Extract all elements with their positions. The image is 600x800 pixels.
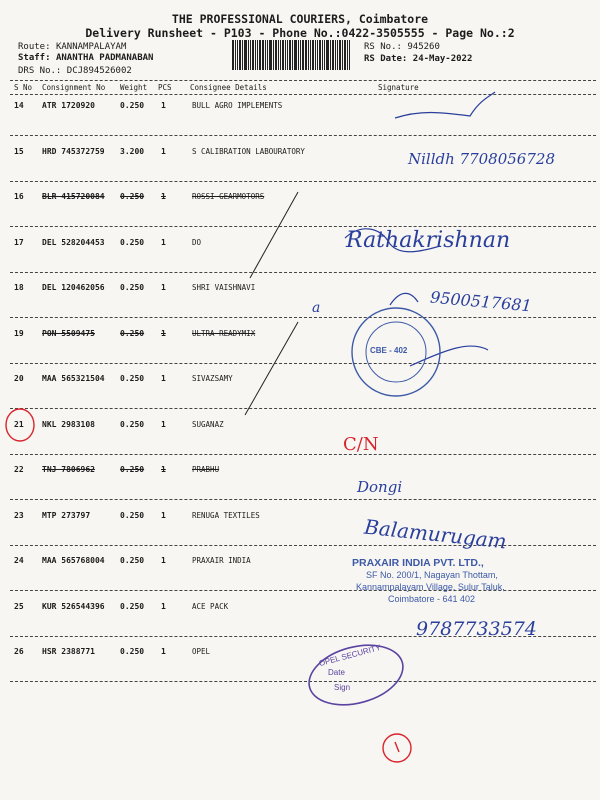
row-weight: 0.250 [120,374,145,383]
opel-stamp-text: OPEL SECURITY [317,642,382,669]
row-sno: 22 [14,465,24,474]
row-sno: 14 [14,101,24,110]
row-sno: 25 [14,601,24,611]
cn-mark-21: C/N [343,434,379,455]
row-consignee: S CALIBRATION LABOURATORY [192,146,305,156]
route-value: KANNAMPALAYAM [55,42,127,52]
col-signature: Signature [378,83,419,92]
row-weight: 0.250 [120,419,145,429]
row-weight: 0.250 [120,556,145,565]
row-sno: 26 [14,647,24,656]
row-consignment: HSR 2388771 [42,647,95,656]
row-sno: 21 [14,419,24,429]
pen-stroke-16 [250,192,298,278]
row-consignee: PRABHU [192,465,220,474]
col-sno: S No [14,83,33,92]
staff-label: Staff: [18,53,51,63]
row-pcs: 1 [161,510,166,520]
signature-14 [395,92,495,118]
signature-25: 9787733574 [416,618,537,640]
row-consignment: TNJ 7806962 [42,465,95,474]
row-consignment: ATR 1720920 [42,101,95,110]
signature-20-stroke [410,346,488,366]
row-consignment: KUR 526544396 [42,601,105,611]
row-pcs: 1 [161,647,166,656]
row-weight: 0.250 [120,192,145,201]
row-pcs: 1 [161,419,166,429]
drs-label: DRS No.: [18,66,62,76]
row-pcs: 1 [161,601,166,611]
row-consignment: DEL 120462056 [42,283,105,292]
row-sno: 16 [14,192,24,201]
opel-stamp-date: Date [328,668,345,677]
signature-18-stroke [390,293,418,305]
row-weight: 0.250 [120,647,145,656]
row-consignment: BLR 415720084 [42,192,105,201]
row-consignee: RENUGA TEXTILES [192,510,260,520]
row-weight: 0.250 [120,328,145,338]
red-tick-bottom [395,742,399,752]
signature-23: Balamurugam [363,514,508,554]
row-pcs: 1 [161,101,166,110]
row-weight: 0.250 [120,465,145,474]
row-consignment: HRD 745372759 [42,146,105,156]
document-subtitle: Delivery Runsheet - P103 - Phone No.:0422-3505555 - Page No.:2 [85,26,515,40]
document-title: THE PROFESSIONAL COURIERS, Coimbatore [171,12,429,26]
signature-18: 9500517681 [429,287,533,316]
row-pcs: 1 [161,146,166,156]
row-consignee: BULL AGRO IMPLEMENTS [192,101,283,110]
signature-17: Rathakrishnan [346,228,511,253]
row-sno: 19 [14,328,24,338]
col-consignment: Consignment No [42,83,106,92]
row-sno: 17 [14,237,24,247]
row-pcs: 1 [161,283,166,292]
row-pcs: 1 [161,192,166,201]
row-pcs: 1 [161,328,166,338]
row-sno: 20 [14,374,24,383]
col-weight: Weight [120,83,148,92]
praxair-stamp-name: PRAXAIR INDIA PVT. LTD., [352,557,484,569]
row-sno: 23 [14,510,24,520]
drs-value: DCJ894526002 [66,66,132,76]
opel-stamp-sign: Sign [334,683,351,692]
pen-stroke-19 [245,322,298,415]
row-weight: 0.250 [120,283,145,292]
row-consignment: PON 5509475 [42,328,95,338]
row-consignee: SHRI VAISHNAVI [192,283,256,292]
red-circle-21 [6,409,34,441]
praxair-stamp-addr3: Coimbatore - 641 402 [388,594,476,604]
row-consignment: MAA 565321504 [42,374,105,383]
rs-date-label: RS Date: [364,54,408,64]
row-pcs: 1 [161,374,166,383]
signature-15: Nilldh 7708056728 [408,150,555,168]
row-weight: 0.250 [120,510,145,520]
row-consignee: OPEL [192,647,211,656]
row-weight: 0.250 [120,601,145,611]
rs-no-label: RS No.: [364,42,402,52]
mark-19: a [312,300,321,316]
row-pcs: 1 [161,237,166,247]
row-consignee: SUGANAZ [192,419,224,429]
row-weight: 0.250 [120,101,145,110]
row-consignment: MTP 273797 [42,510,91,520]
opel-stamp-ring [302,636,409,715]
staff-value: ANANTHA PADMANABAN [55,53,154,63]
row-consignment: MAA 565768004 [42,556,105,565]
row-consignment: DEL 528204453 [42,237,105,247]
row-pcs: 1 [161,465,166,474]
row-consignee: SIVAZSAMY [192,374,233,383]
row-consignee: ACE PACK [192,601,229,611]
cbe-stamp-text: CBE - 402 [370,346,408,355]
praxair-stamp-addr2: Kannampalayam Village, Sulur Taluk, [356,582,505,592]
rs-date-value: 24-May-2022 [412,54,473,64]
row-consignee: ULTRA READYMIX [192,328,256,338]
row-weight: 0.250 [120,237,145,247]
row-sno: 24 [14,556,24,565]
row-sno: 18 [14,283,24,292]
row-consignee: PRAXAIR INDIA [192,556,251,565]
row-consignment: NKL 2983108 [42,419,95,429]
row-sno: 15 [14,146,24,156]
route-label: Route: [18,42,51,52]
col-consignee: Consignee Details [190,83,267,92]
row-consignee: DO [192,237,202,247]
signature-22: Dongi [357,478,403,496]
row-consignee: ROSSI GEARMOTORS [192,192,265,201]
praxair-stamp-addr1: SF No. 200/1, Nagayan Thottam, [366,570,498,580]
row-pcs: 1 [161,556,166,565]
row-weight: 3.200 [120,146,145,156]
rs-no-value: 945260 [407,42,440,52]
col-pcs: PCS [158,83,172,92]
